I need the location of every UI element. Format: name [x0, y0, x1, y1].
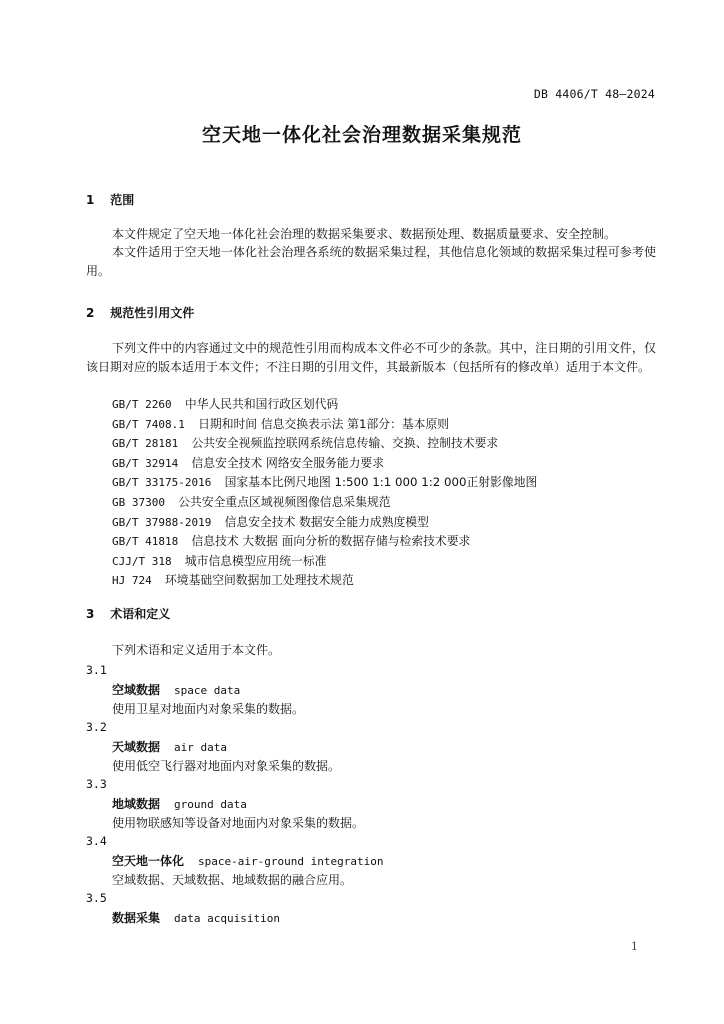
reference-code: GB 37300: [112, 495, 165, 509]
reference-code: GB/T 28181: [112, 437, 179, 451]
reference-name: 信息安全技术 网络安全服务能力要求: [191, 455, 384, 470]
term-number: 3.5: [86, 891, 107, 905]
paragraph: 下列文件中的内容通过文中的规范性引用而构成本文件必不可少的条款。其中，注日期的引用文件，仅该日期对应的版本适用于本文件；不注日期的引用文件，其最新版本（包括所有的修改单）适用于本文件。: [86, 341, 656, 374]
reference-code: GB/T 32914: [112, 456, 179, 470]
reference-item: [112, 571, 537, 591]
term-entry: [112, 795, 247, 812]
term-definition: 使用卫星对地面内对象采集的数据。: [112, 702, 305, 716]
section-title: 规范性引用文件: [110, 306, 195, 320]
reference-name: 环境基础空间数据加工处理技术规范: [165, 573, 354, 588]
section-number: 2: [86, 306, 95, 320]
term-number: 3.3: [86, 777, 107, 791]
reference-name: 国家基本比例尺地图 1:500 1:1 000 1:2 000正射影像地图: [224, 475, 538, 490]
term-chinese: 空域数据: [112, 683, 161, 697]
reference-item: [112, 513, 537, 533]
reference-code: GB/T 2260: [112, 398, 172, 411]
term-number: 3.4: [86, 834, 107, 848]
term-entry: [112, 681, 240, 698]
term-english: air data: [174, 741, 227, 754]
section-heading: [86, 304, 194, 321]
section-heading: [86, 605, 170, 622]
section-title: 术语和定义: [110, 607, 171, 621]
term-definition: 空域数据、天域数据、地域数据的融合应用。: [112, 873, 353, 887]
term-definition: 使用低空飞行器对地面内对象采集的数据。: [112, 759, 341, 773]
section-number: 1: [86, 193, 95, 207]
reference-name: 信息安全技术 数据安全能力成熟度模型: [224, 514, 429, 529]
reference-list: [112, 395, 537, 591]
reference-code: HJ 724: [112, 574, 152, 588]
reference-name: 日期和时间 信息交换表示法 第1部分：基本原则: [198, 416, 450, 431]
term-english: data acquisition: [174, 912, 280, 925]
reference-item: [112, 395, 537, 415]
section-number: 3: [86, 607, 95, 621]
term-entry: [112, 909, 280, 926]
paragraph: 本文件适用于空天地一体化社会治理各系统的数据采集过程，其他信息化领域的数据采集过程可参考使用。: [86, 245, 656, 278]
reference-code: GB/T 37988-2019: [112, 515, 212, 529]
reference-name: 信息技术 大数据 面向分析的数据存储与检索技术要求: [191, 534, 471, 549]
term-english: space-air-ground integration: [198, 855, 384, 868]
reference-item: [112, 552, 537, 572]
reference-item: [112, 473, 537, 493]
reference-item: [112, 434, 537, 454]
term-chinese: 数据采集: [112, 911, 161, 925]
term-number: 3.1: [86, 663, 107, 677]
reference-name: 公共安全重点区域视频图像信息采集规范: [178, 494, 391, 509]
term-chinese: 空天地一体化: [112, 854, 185, 868]
document-number: DB 4406/T 48—2024: [533, 87, 655, 101]
term-definition: 使用物联感知等设备对地面内对象采集的数据。: [112, 816, 365, 830]
reference-code: GB/T 7408.1: [112, 417, 185, 431]
reference-name: 公共安全视频监控联网系统信息传输、交换、控制技术要求: [191, 436, 499, 451]
paragraph: 本文件规定了空天地一体化社会治理的数据采集要求、数据预处理、数据质量要求、安全控制。: [112, 227, 617, 241]
reference-code: GB/T 33175-2016: [112, 476, 212, 490]
reference-item: [112, 532, 537, 552]
term-entry: [112, 738, 227, 755]
reference-item: [112, 454, 537, 474]
term-entry: [112, 852, 383, 869]
section-heading: [86, 191, 134, 208]
term-chinese: 天域数据: [112, 740, 161, 754]
paragraph: 下列术语和定义适用于本文件。: [112, 643, 281, 657]
term-english: space data: [174, 684, 241, 697]
term-english: ground data: [174, 798, 247, 811]
reference-code: GB/T 41818: [112, 535, 179, 549]
term-chinese: 地域数据: [112, 797, 161, 811]
document-title: 空天地一体化社会治理数据采集规范: [201, 124, 522, 146]
term-number: 3.2: [86, 720, 107, 734]
reference-item: [112, 415, 537, 435]
reference-item: [112, 493, 537, 513]
section-title: 范围: [110, 193, 135, 207]
page-number: 1: [631, 940, 638, 953]
reference-code: CJJ/T 318: [112, 554, 172, 568]
reference-name: 城市信息模型应用统一标准: [184, 553, 327, 568]
reference-name: 中华人民共和国行政区划代码: [184, 397, 339, 411]
